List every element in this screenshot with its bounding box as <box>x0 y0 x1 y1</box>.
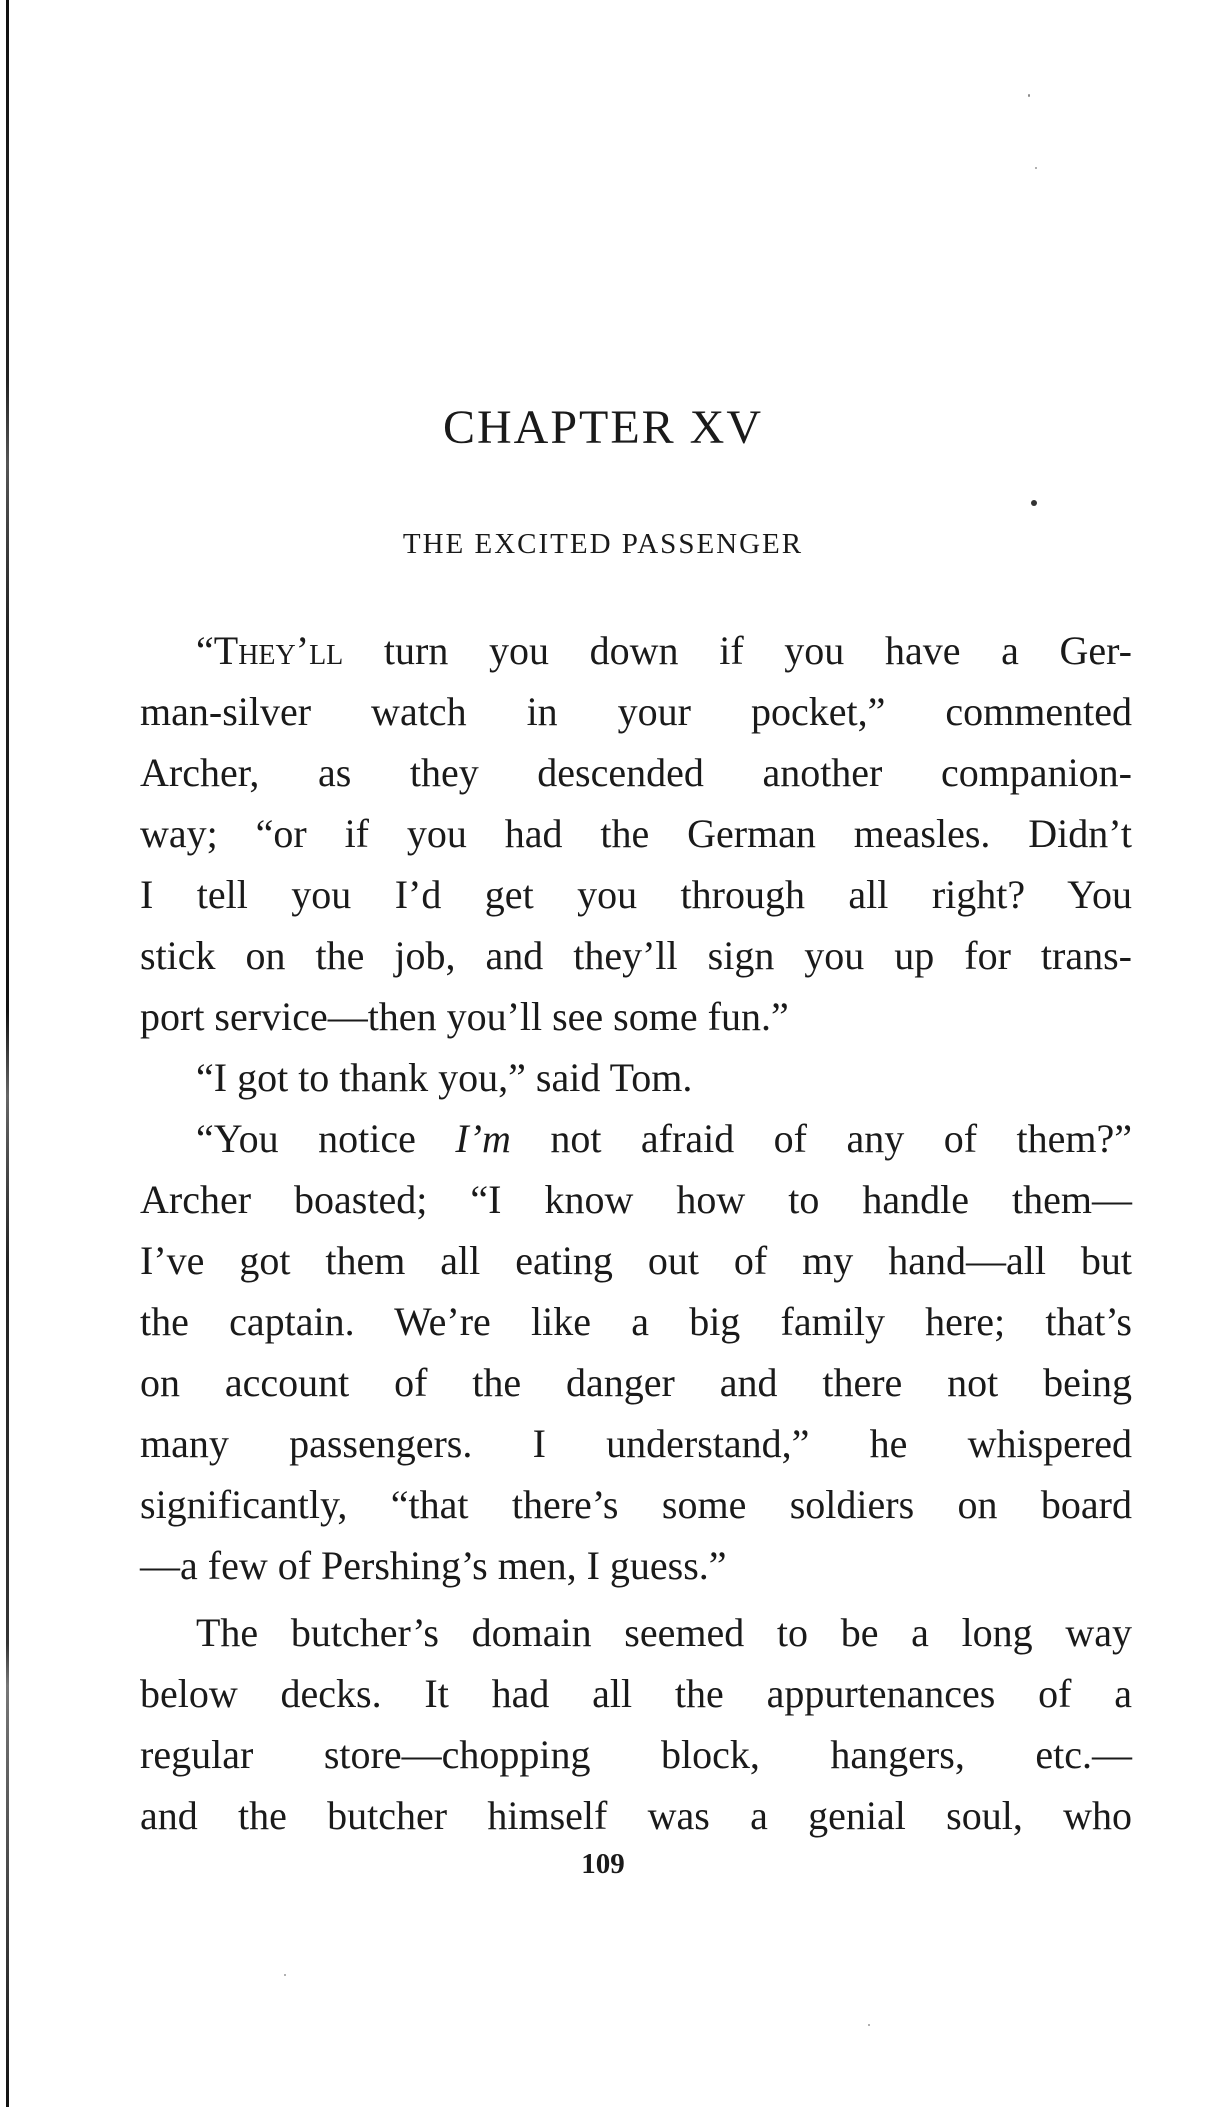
scan-speck <box>1035 167 1037 169</box>
text-line: I’ve got them all eating out of my hand—all but <box>140 1238 1132 1283</box>
paragraph <box>140 1108 1132 1596</box>
text-line: on account of the danger and there not being <box>140 1360 1132 1405</box>
text-line: —a few of Pershing’s men, I guess.” <box>140 1543 727 1588</box>
text-line: stick on the job, and they’ll sign you up for trans- <box>140 933 1132 978</box>
page-binding-edge <box>6 0 9 2107</box>
body-text <box>140 620 1132 1846</box>
text-line: Archer boasted; “I know how to handle them— <box>140 1177 1132 1222</box>
paragraph <box>140 1047 1132 1108</box>
paragraph <box>140 1602 1132 1846</box>
chapter-title: CHAPTER XV <box>442 401 764 454</box>
scan-speck <box>284 1974 286 1976</box>
text-line: and the butcher himself was a genial soul, who <box>140 1793 1132 1838</box>
text-line: “You notice I’m not afraid of any of them?” <box>196 1116 1132 1161</box>
text-line: the captain. We’re like a big family here; that’s <box>140 1299 1132 1344</box>
text-line: I tell you I’d get you through all right? You <box>140 872 1132 917</box>
text-line: port service—then you’ll see some fun.” <box>140 994 789 1039</box>
chapter-subtitle: THE EXCITED PASSENGER <box>402 528 804 560</box>
page-number: 109 <box>581 1848 625 1880</box>
text-line: “I got to thank you,” said Tom. <box>196 1055 693 1100</box>
scan-speck <box>1028 94 1030 97</box>
scan-speck <box>1031 500 1037 506</box>
text-line: regular store—chopping block, hangers, etc.— <box>140 1732 1132 1777</box>
text-line: many passengers. I understand,” he whispered <box>140 1421 1132 1466</box>
paragraph <box>140 620 1132 1047</box>
text-line: significantly, “that there’s some soldiers on board <box>140 1482 1132 1527</box>
text-line: below decks. It had all the appurtenances of a <box>140 1671 1132 1716</box>
text-line: “They’ll turn you down if you have a Ger- <box>196 628 1132 673</box>
text-line: The butcher’s domain seemed to be a long way <box>196 1610 1132 1655</box>
text-line: man-silver watch in your pocket,” commented <box>140 689 1132 734</box>
scan-speck <box>868 2024 870 2026</box>
text-line: way; “or if you had the German measles. Didn’t <box>140 811 1132 856</box>
text-line: Archer, as they descended another companion- <box>140 750 1132 795</box>
